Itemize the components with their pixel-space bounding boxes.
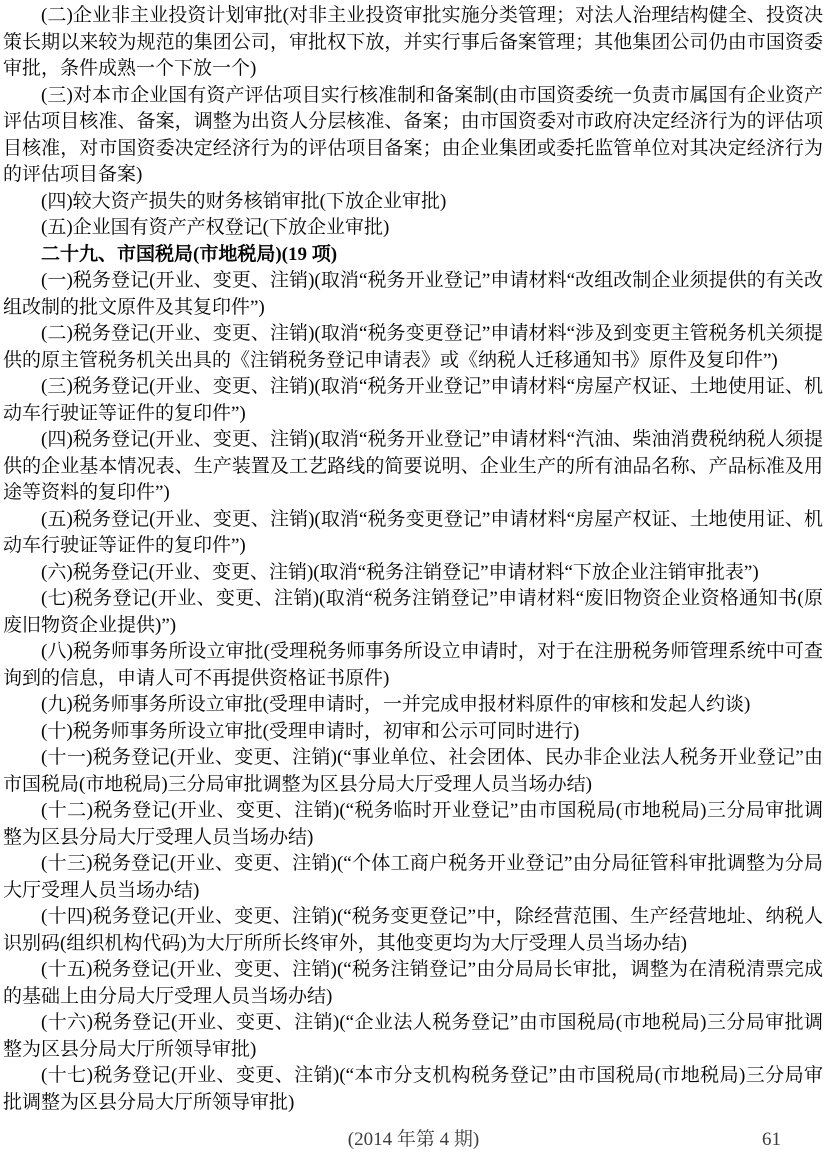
paragraph: (十)税务师事务所设立审批(受理申请时，初审和公示可同时进行) — [41, 720, 580, 742]
paragraph: (八)税务师事务所设立审批(受理税务师事务所设立申请时，对于在注册税务师管理系统中可查询到的信息，申请人可不再提供资格证书原件) — [3, 641, 823, 689]
paragraph: (十五)税务登记(开业、变更、注销)(“税务注销登记”由分局局长审批，调整为在清税清票完成的基础上由分局大厅受理人员当场办结) — [3, 959, 823, 1007]
paragraph: (六)税务登记(开业、变更、注销)(取消“税务注销登记”申请材料“下放企业注销审批表”) — [41, 561, 759, 583]
paragraph: (十六)税务登记(开业、变更、注销)(“企业法人税务登记”由市国税局(市地税局)三分局审批调整为区县分局大厅所领导审批) — [3, 1012, 823, 1060]
paragraph: (十一)税务登记(开业、变更、注销)(“事业单位、社会团体、民办非企业法人税务开业登记”由市国税局(市地税局)三分局审批调整为区县分局大厅受理人员当场办结) — [3, 747, 823, 795]
document-body — [3, 3, 823, 1116]
paragraph: (二)企业非主业投资计划审批(对非主业投资审批实施分类管理；对法人治理结构健全、投资决策长期以来较为规范的集团公司，审批权下放，并实行事后备案管理；其他集团公司仍由市国资委审批，条件成熟一个下放一个) — [3, 5, 823, 79]
paragraph: (九)税务师事务所设立审批(受理申请时，一并完成申报材料原件的审核和发起人约谈) — [41, 694, 751, 715]
paragraph: (三)对本市企业国有资产评估项目实行核准制和备案制(由市国资委统一负责市属国有企业资产评估项目核准、备案，调整为出资人分层核准、备案；由市国资委对市政府决定经济行为的评估项目核准，对市国资委决定经济行为的评估项目备案；由企业集团或委托监管单位对其决定经济行为的评估项目备案) — [3, 84, 823, 185]
paragraph: (十三)税务登记(开业、变更、注销)(“个体工商户税务开业登记”由分局征管科审批调整为分局大厅受理人员当场办结) — [3, 853, 823, 901]
paragraph: (二)税务登记(开业、变更、注销)(取消“税务变更登记”申请材料“涉及到变更主管税务机关须提供的原主管税务机关出具的《注销税务登记申请表》或《纳税人迁移通知书》原件及复印件”) — [3, 323, 823, 371]
page-footer — [0, 1126, 827, 1154]
paragraph: (十二)税务登记(开业、变更、注销)(“税务临时开业登记”由市国税局(市地税局)三分局审批调整为区县分局大厅受理人员当场办结) — [3, 800, 823, 848]
paragraph: (五)企业国有资产产权登记(下放企业审批) — [41, 217, 390, 238]
paragraph: (十七)税务登记(开业、变更、注销)(“本市分支机构税务登记”由市国税局(市地税局)三分局审批调整为区县分局大厅所领导审批) — [3, 1065, 823, 1113]
paragraph: (三)税务登记(开业、变更、注销)(取消“税务开业登记”申请材料“房屋产权证、土地使用证、机动车行驶证等证件的复印件”) — [3, 376, 823, 424]
page-number: 61 — [762, 1129, 781, 1150]
paragraph: (七)税务登记(开业、变更、注销)(取消“税务注销登记”申请材料“废旧物资企业资格通知书(原废旧物资企业提供)”) — [3, 588, 823, 636]
paragraph: (四)较大资产损失的财务核销审批(下放企业审批) — [41, 190, 447, 212]
section-heading: 二十九、市国税局(市地税局)(19 项) — [41, 243, 338, 265]
paragraph: (五)税务登记(开业、变更、注销)(取消“税务变更登记”申请材料“房屋产权证、土地使用证、机动车行驶证等证件的复印件”) — [3, 508, 823, 556]
paragraph: (四)税务登记(开业、变更、注销)(取消“税务开业登记”申请材料“汽油、柴油消费税纳税人须提供的企业基本情况表、生产装置及工艺路线的简要说明、企业生产的所有油品名称、产品标准及用途等资料的复印件”) — [3, 429, 823, 503]
issue-label: (2014 年第 4 期) — [347, 1129, 480, 1150]
paragraph: (一)税务登记(开业、变更、注销)(取消“税务开业登记”申请材料“改组改制企业须提供的有关改组改制的批文原件及其复印件”) — [3, 270, 823, 318]
paragraph: (十四)税务登记(开业、变更、注销)(“税务变更登记”中，除经营范围、生产经营地址、纳税人识别码(组织机构代码)为大厅所所长终审外，其他变更均为大厅受理人员当场办结) — [3, 906, 823, 954]
